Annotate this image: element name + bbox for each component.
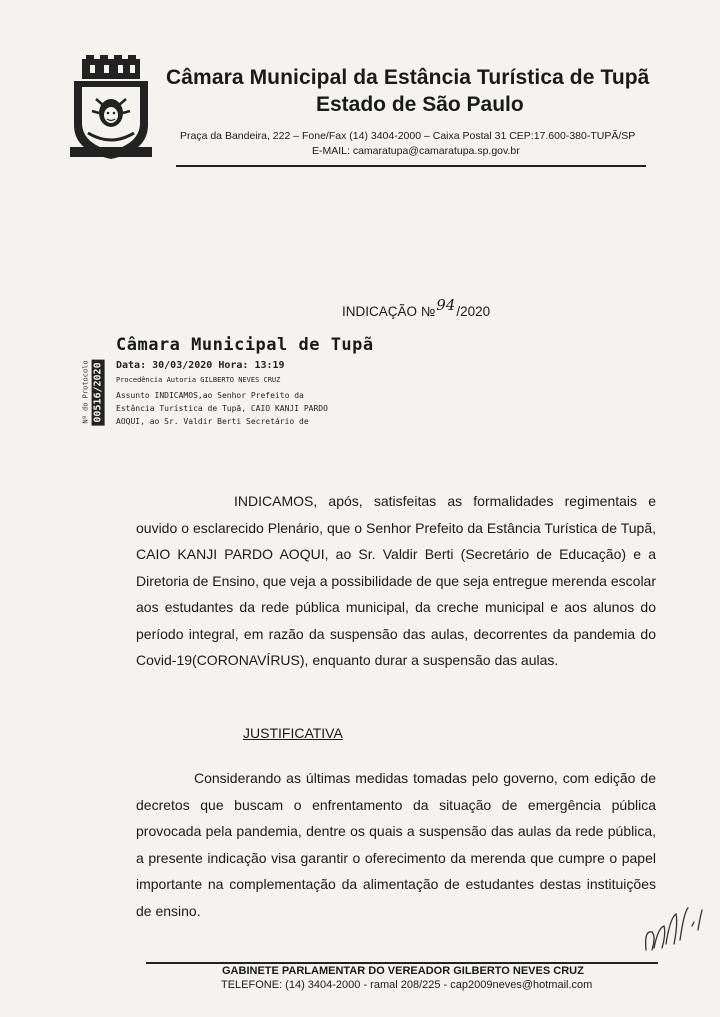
justificativa-paragraph: Considerando as últimas medidas tomadas pelo governo, com edição de decretos que buscam o enfrentamento da situação de emergência pública provocada pela pandemia, dentre os quais a suspensão das aulas da rede pública, a presente indicação visa garantir o oferecimento da merenda que cumpre o papel importante na complementação da alimentação de estudantes destas instituições de ensino.: [136, 770, 656, 919]
header-subtitle: Estado de São Paulo: [316, 93, 524, 116]
protocol-number: 00516/2020: [92, 359, 105, 425]
header-email: E-MAIL: camaratupa@camaratupa.sp.gov.br: [312, 145, 520, 157]
indicacao-number: 94: [436, 296, 456, 314]
indicacao-prefix: INDICAÇÃO №: [342, 304, 436, 319]
footer-divider: [146, 962, 658, 964]
indicacao-heading: [342, 296, 491, 320]
stamp-assunto-line: Assunto INDICAMOS,ao Senhor Prefeito da: [116, 391, 304, 400]
stamp-assunto-line: Estância Turística de Tupã, CAIO KANJI PARDO: [116, 404, 328, 413]
stamp-date: Data: 30/03/2020 Hora: 13:19: [116, 360, 285, 371]
indicacao-year: /2020: [456, 304, 491, 319]
header-title: Câmara Municipal da Estância Turística de Tupã: [166, 66, 650, 89]
protocol-label: Nº do Protocolo: [81, 360, 90, 424]
stamp-title: Câmara Municipal de Tupã: [116, 335, 374, 355]
protocol-side-label: [81, 352, 107, 440]
header-address: Praça da Bandeira, 222 – Fone/Fax (14) 3404-2000 – Caixa Postal 31 CEP:17.600-380-TUPÃ/SP: [180, 130, 636, 142]
handwritten-signature: [640, 900, 710, 955]
stamp-assunto-line: AOQUI, ao Sr. Valdir Berti Secretário de: [116, 417, 309, 426]
coat-of-arms-logo: [68, 55, 154, 163]
header-divider: [176, 165, 646, 167]
stamp-procedencia: Procedência Autoria GILBERTO NEVES CRUZ: [116, 376, 281, 384]
footer-office: GABINETE PARLAMENTAR DO VEREADOR GILBERTO NEVES CRUZ: [222, 965, 584, 977]
indicacao-paragraph: INDICAMOS, após, satisfeitas as formalidades regimentais e ouvido o esclarecido Plenário, que o Senhor Prefeito da Estância Turística de Tupã, CAIO KANJI PARDO AOQUI, ao Sr. Valdir Berti (Secretário de Educação) e a Diretoria de Ensino, que veja a possibilidade de que seja entregue merenda escolar aos estudantes da rede pública municipal, da creche municipal e aos alunos do período integral, em razão da suspensão das aulas, decorrentes da pandemia do Covid-19(CORONAVÍRUS), enquanto durar a suspensão das aulas.: [136, 493, 656, 668]
justificativa-heading: JUSTIFICATIVA: [243, 725, 343, 741]
footer-contact: TELEFONE: (14) 3404-2000 - ramal 208/225 - cap2009neves@hotmail.com: [221, 979, 593, 991]
